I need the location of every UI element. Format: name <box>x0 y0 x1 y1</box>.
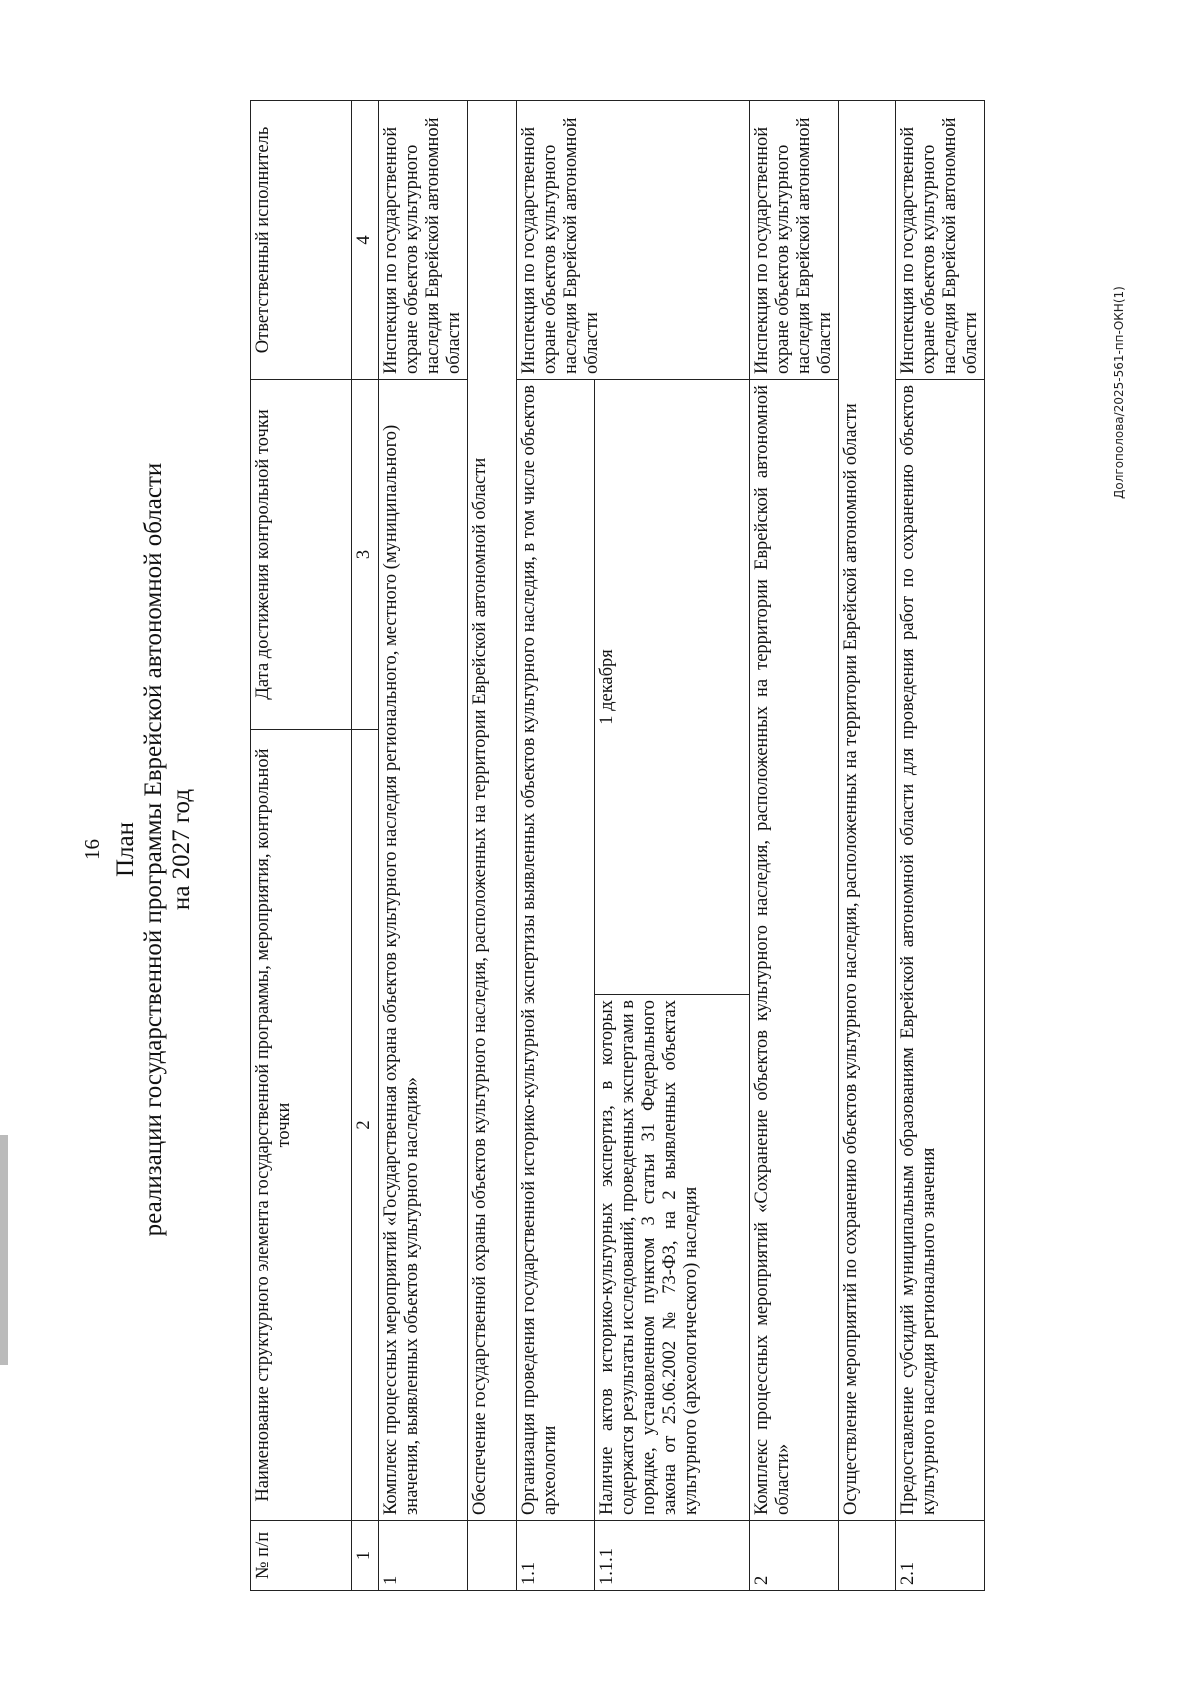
row-number: 1.1 <box>517 1521 595 1591</box>
row-number: 2.1 <box>896 1521 985 1591</box>
task-text: Обеспечение государственной охраны объектов культурного наследия, расположенных на территории Еврейской автономной области <box>468 100 517 1520</box>
table-row <box>839 100 896 1590</box>
scan-edge-mark <box>0 1135 8 1365</box>
row-number <box>839 1521 896 1591</box>
table-row <box>517 100 595 1590</box>
column-number-3: 3 <box>352 379 379 729</box>
row-number: 1.1.1 <box>595 1521 750 1591</box>
task-text: Осуществление мероприятий по сохранению объектов культурного наследия, расположенных на территории Еврейской автономной области <box>839 100 896 1520</box>
row-number <box>468 1521 517 1591</box>
plan-table <box>250 100 985 1591</box>
column-number-2: 2 <box>352 729 379 1520</box>
table-row <box>896 100 985 1590</box>
row-executor: Инспекция по государственной охране объектов культурного наследия Еврейской автономной области <box>517 100 750 379</box>
row-name: Комплекс процессных мероприятий «Государственная охрана объектов культурного наследия регионального, местного (муниципального) значения, выявленных объектов культурного наследия» <box>379 379 468 1520</box>
table-row <box>750 100 839 1590</box>
title-line-2: реализации государственной программы Еврейской автономной области <box>140 462 167 1237</box>
header-number: № п/п <box>251 1521 352 1591</box>
row-number: 1 <box>379 1521 468 1591</box>
document-footer-code: Долгополова/2025-561-пп-ОКН(1) <box>1112 286 1126 499</box>
column-number-4: 4 <box>352 100 379 379</box>
row-name: Организация проведения государственной историко-культурной экспертизы выявленных объектов культурного наследия, в том числе объектов археологии <box>517 379 595 1520</box>
row-executor: Инспекция по государственной охране объектов культурного наследия Еврейской автономной области <box>896 100 985 379</box>
table-row <box>468 100 517 1590</box>
title-line-3: на 2027 год <box>168 788 195 911</box>
document-title <box>112 0 196 1699</box>
header-executor: Ответственный исполнитель <box>251 100 352 379</box>
title-line-1: План <box>112 822 139 878</box>
table-header-row <box>251 100 352 1590</box>
column-numbers-row <box>352 100 379 1590</box>
header-name: Наименование структурного элемента государственной программы, мероприятия, контрольной точки <box>251 729 352 1520</box>
column-number-1: 1 <box>352 1521 379 1591</box>
row-name: Предоставление субсидий муниципальным образованиям Еврейской автономной области для проведения работ по сохранению объектов культурного наследия регионального значения <box>896 379 985 1520</box>
row-date: 1 декабря <box>595 379 750 994</box>
row-name: Наличие актов историко-культурных экспертиз, в которых содержатся результаты исследований, проведенных экспертами в порядке, установленном пунктом 3 статьи 31 Федерального закона от 25.06.2002 № 73-ФЗ, на 2 выявленных объектах культурного (археологического) наследия <box>595 995 750 1521</box>
table-row <box>379 100 468 1590</box>
row-executor: Инспекция по государственной охране объектов культурного наследия Еврейской автономной области <box>379 100 468 379</box>
row-executor: Инспекция по государственной охране объектов культурного наследия Еврейской автономной области <box>750 100 839 379</box>
header-date: Дата достижения контрольной точки <box>251 379 352 729</box>
page-number: 16 <box>80 839 104 860</box>
row-number: 2 <box>750 1521 839 1591</box>
row-name: Комплекс процессных мероприятий «Сохранение объектов культурного наследия, расположенных на территории Еврейской автономной области» <box>750 379 839 1520</box>
